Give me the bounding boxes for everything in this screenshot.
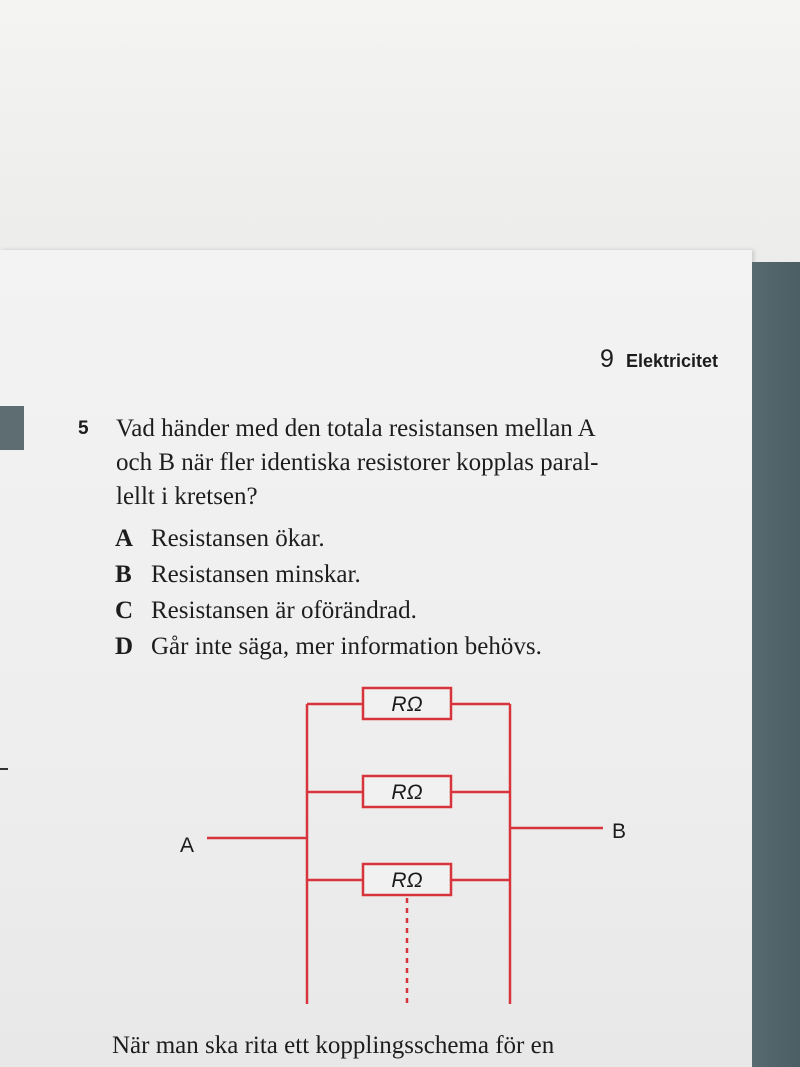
- option-text: Resistansen minskar.: [151, 561, 361, 588]
- resistor-label: RΩ: [391, 693, 423, 716]
- option-text: Resistansen är oförändrad.: [151, 597, 417, 624]
- terminal-a-label: A: [180, 834, 195, 857]
- chapter-title: Elektricitet: [625, 351, 718, 371]
- option-letter: B: [115, 561, 132, 588]
- option-letter: D: [115, 633, 134, 660]
- option-letter: C: [115, 597, 134, 624]
- question-number: 5: [78, 418, 89, 439]
- next-paragraph-text: När man ska rita ett kopplingsschema för en: [112, 1032, 555, 1059]
- option-text: Resistansen ökar.: [151, 525, 325, 552]
- resistor-label: RΩ: [391, 869, 423, 892]
- question-line: lellt i kretsen?: [116, 483, 258, 510]
- question-line: och B när fler identiska resistorer kopplas paral-: [116, 449, 599, 476]
- resistor-label: RΩ: [391, 781, 423, 804]
- terminal-b-label: B: [612, 820, 627, 843]
- question-line: Vad händer med den totala resistansen mellan A: [116, 415, 596, 442]
- option-text: Går inte säga, mer information behövs.: [151, 633, 542, 660]
- chapter-number: 9: [600, 345, 614, 373]
- option-letter: A: [115, 525, 134, 552]
